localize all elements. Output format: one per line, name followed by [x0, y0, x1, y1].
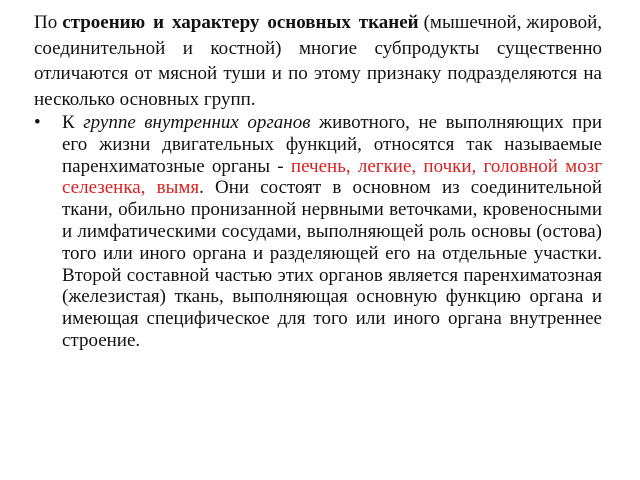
bullet-text-rest: . Они состоят в основном из соединительной ткани, обильно пронизанной нервными веточками, кровеносными и лимфатическими сосудами, выполняющей роль основы (остова) того или иного органа и разделяющей его на отдельные участки. Второй составной частью этих органов является паренхиматозная (железистая) ткань, выполняющая основную функцию органа и имеющая специфическое для того или иного органа внутреннее строение.	[62, 177, 602, 351]
intro-bold-phrase: строению и характеру основных тканей	[62, 12, 419, 33]
list-item	[34, 112, 602, 352]
intro-text-start: По	[34, 12, 63, 33]
bullet-lead-text: К	[62, 112, 84, 133]
intro-text-rest: (мышечной, жировой, соединительной и костной) многие субпродукты существенно отличаются от мясной туши и по этому признаку подразделяются на несколько основных групп.	[34, 12, 602, 110]
slide-content	[34, 10, 602, 352]
organ-list-highlight: печень, легкие, почки, головной мозг селезенка, вымя	[62, 155, 602, 199]
bullet-dot-icon: •	[34, 112, 41, 133]
intro-paragraph	[34, 10, 602, 112]
bullet-text-after-italic: животного, не выполняющих при его жизни двигательных функций, относятся так называемые паренхиматозные органы -	[62, 112, 602, 177]
bullet-italic-phrase: группе внутренних органов	[83, 112, 311, 133]
bullet-list	[34, 112, 602, 352]
